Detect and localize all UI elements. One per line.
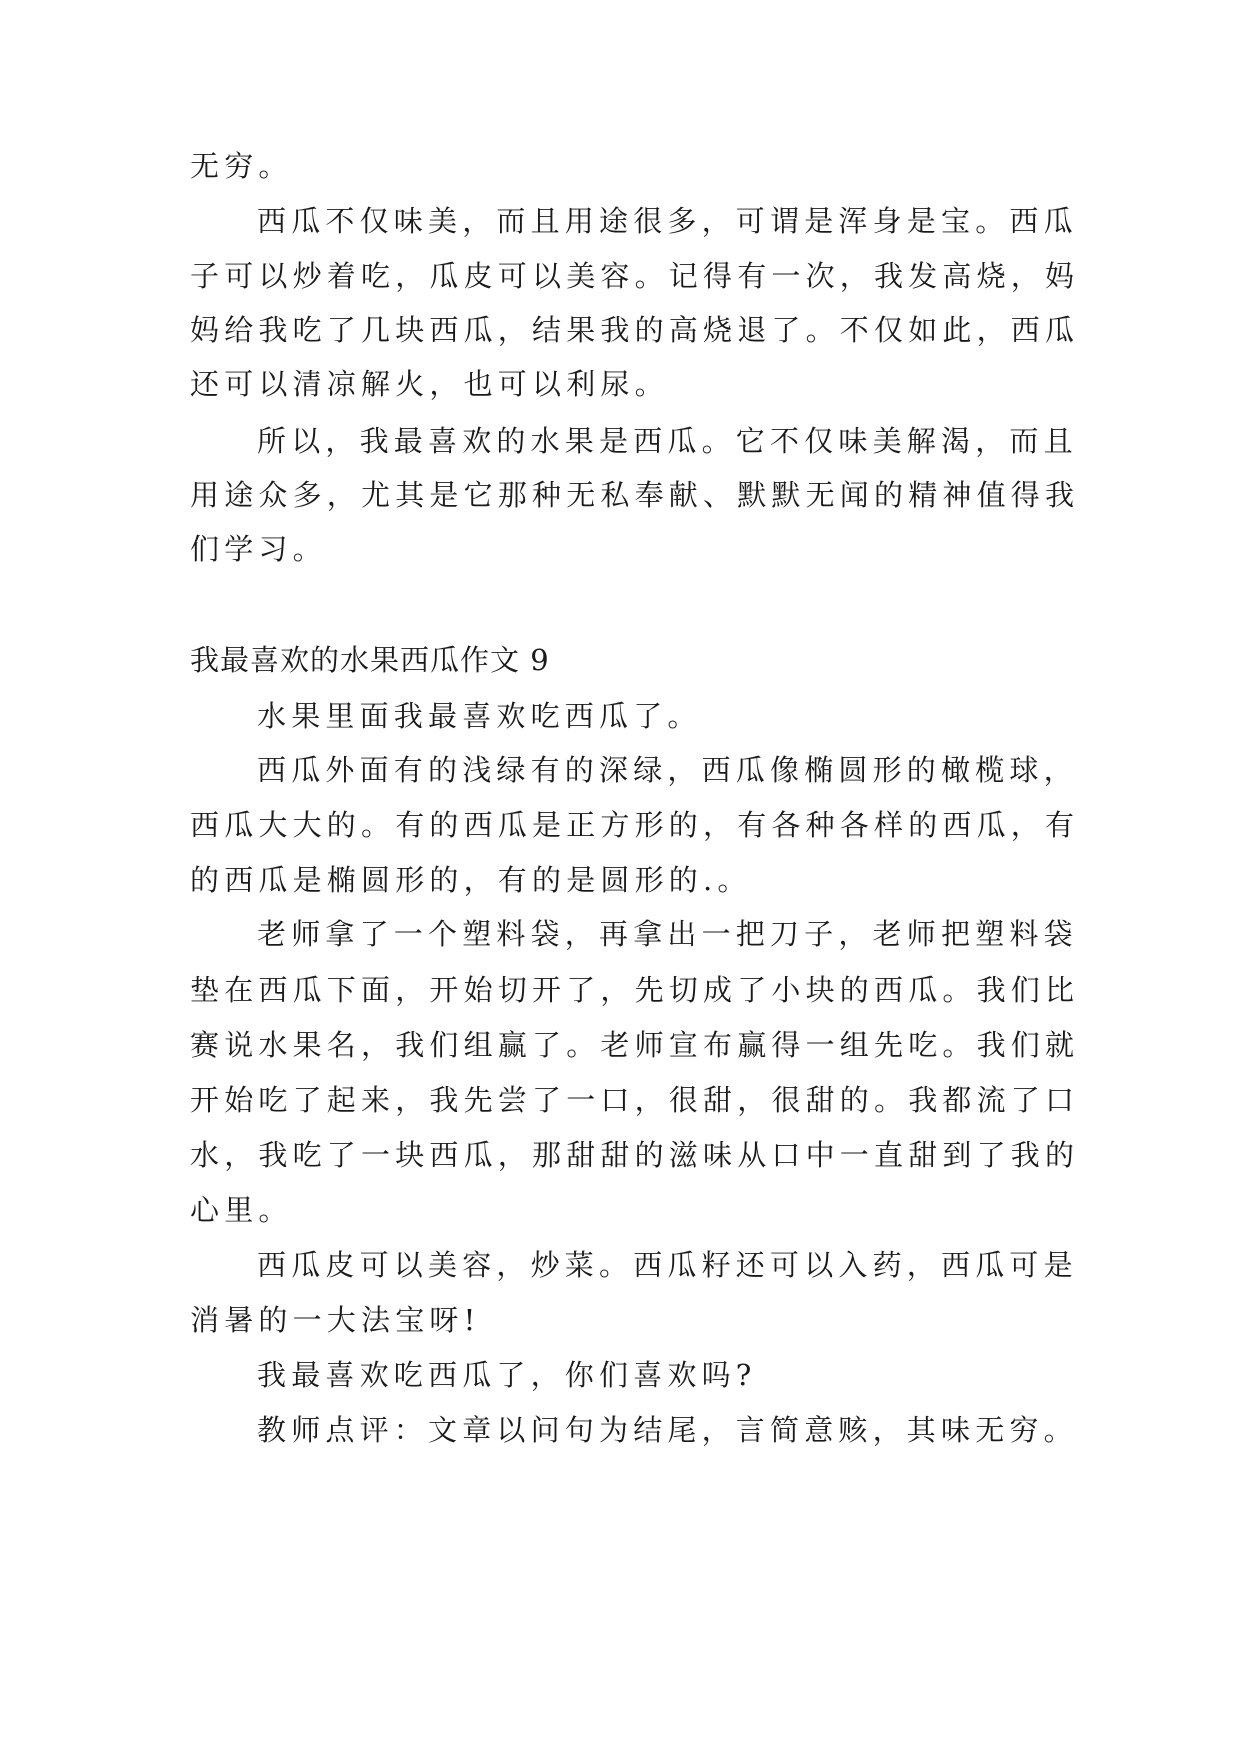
paragraph-line: 水，我吃了一块西瓜，那甜甜的滋味从口中一直甜到了我的	[190, 1138, 1080, 1172]
paragraph-line: 心里。	[190, 1193, 293, 1227]
paragraph-line: 赛说水果名，我们组赢了。老师宣布赢得一组先吃。我们就	[190, 1028, 1080, 1062]
paragraph-line: 垫在西瓜下面，开始切开了，先切成了小块的西瓜。我们比	[190, 973, 1080, 1007]
essay-title: 我最喜欢的水果西瓜作文 9	[190, 643, 550, 677]
paragraph-line: 老师拿了一个塑料袋，再拿出一把刀子，老师把塑料袋	[257, 917, 1078, 951]
paragraph-line: 我最喜欢吃西瓜了，你们喜欢吗?	[257, 1358, 757, 1392]
paragraph-line: 消暑的一大法宝呀!	[190, 1303, 481, 1337]
paragraph-line: 们学习。	[190, 532, 327, 566]
paragraph-line: 西瓜皮可以美容，炒菜。西瓜籽还可以入药，西瓜可是	[257, 1248, 1078, 1282]
paragraph-line: 所以，我最喜欢的水果是西瓜。它不仅味美解渴，而且	[257, 424, 1078, 458]
paragraph-line: 西瓜不仅味美，而且用途很多，可谓是浑身是宝。西瓜	[257, 204, 1078, 238]
paragraph-line: 妈给我吃了几块西瓜，结果我的高烧退了。不仅如此，西瓜	[190, 313, 1080, 347]
paragraph-line: 子可以炒着吃，瓜皮可以美容。记得有一次，我发高烧，妈	[190, 259, 1080, 293]
paragraph-line: 开始吃了起来，我先尝了一口，很甜，很甜的。我都流了口	[190, 1083, 1080, 1117]
paragraph-line: 用途众多，尤其是它那种无私奉献、默默无闻的精神值得我	[190, 478, 1080, 512]
teacher-comment: 教师点评：文章以问句为结尾，言简意赅，其味无穷。	[257, 1413, 1078, 1447]
paragraph-line: 水果里面我最喜欢吃西瓜了。	[257, 699, 702, 733]
paragraph-line: 的西瓜是椭圆形的，有的是圆形的.。	[190, 863, 752, 897]
paragraph-line: 还可以清凉解火，也可以利尿。	[190, 367, 669, 401]
paragraph-line: 西瓜外面有的浅绿有的深绿，西瓜像椭圆形的橄榄球，	[257, 753, 1078, 787]
paragraph-line: 西瓜大大的。有的西瓜是正方形的，有各种各样的西瓜，有	[190, 808, 1080, 842]
paragraph-line: 无穷。	[190, 149, 293, 183]
